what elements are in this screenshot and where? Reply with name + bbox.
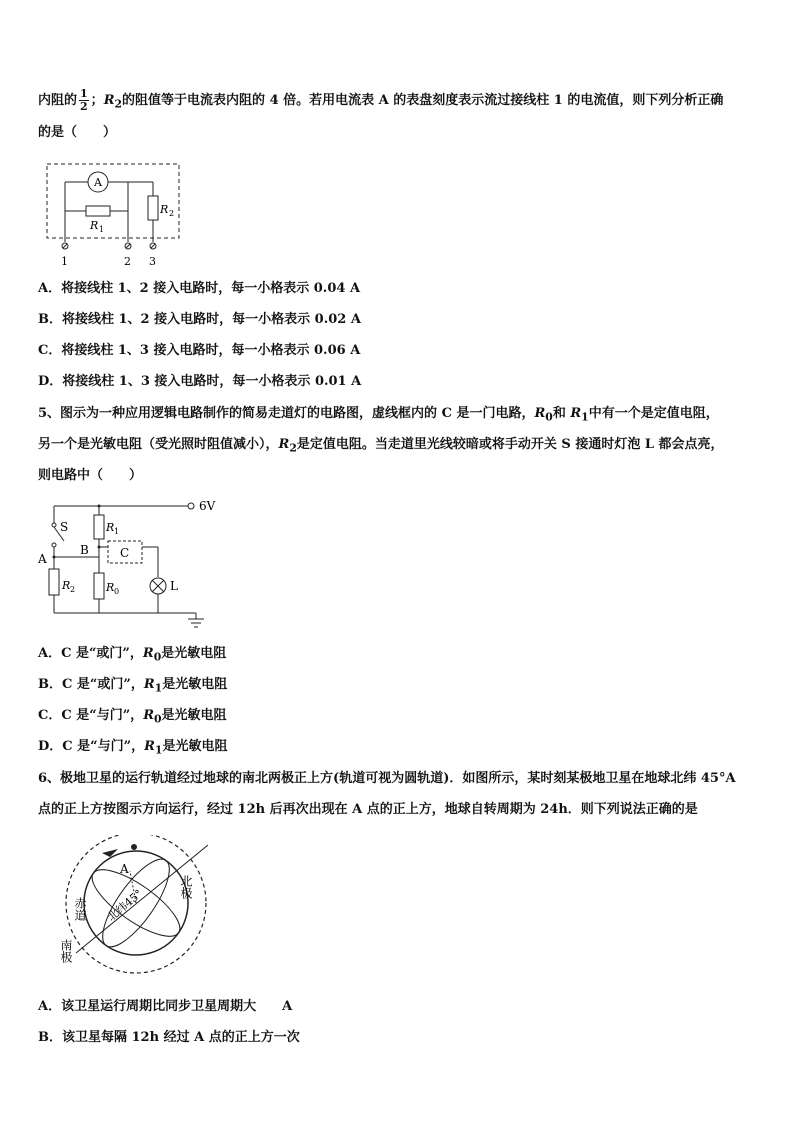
q6-stem-line2: 点的正上方按图示方向运行，经过 12h 后再次出现在 A 点的正上方，地球自转周期为 24h．则下列说法正确的是 [38, 802, 698, 817]
voltage-label: 6V [199, 499, 216, 513]
resistor-r0 [94, 573, 104, 599]
terminal-1-label: 1 [61, 255, 68, 268]
ground-icon [188, 619, 204, 627]
terminal-3-label: 3 [149, 255, 156, 268]
svg-text:1: 1 [114, 527, 120, 536]
svg-text:1: 1 [99, 225, 105, 234]
terminal-2-label: 2 [124, 255, 131, 268]
q6-option-a[interactable]: A．该卫星运行周期比同步卫星周期大 A [38, 999, 293, 1014]
switch-s-label: S [60, 520, 69, 534]
q5-option-b[interactable]: B．C 是“或门”，$R_1$是光敏电阻 [38, 677, 228, 695]
ammeter-label: A [94, 176, 102, 189]
q5-circuit-figure [36, 495, 226, 635]
resistor-r1 [94, 515, 104, 539]
south-pole-label: 南极 [59, 939, 73, 963]
q4-dashed-box [47, 164, 179, 238]
node-a-label: A [38, 552, 47, 566]
gate-c-label: C [120, 546, 130, 560]
r1-label: R [90, 219, 99, 232]
q4-option-a[interactable]: A．将接线柱 1、2 接入电路时，每一小格表示 0.04 A [38, 281, 361, 296]
q4-option-b[interactable]: B．将接线柱 1、2 接入电路时，每一小格表示 0.02 A [38, 312, 361, 327]
svg-text:2: 2 [70, 585, 76, 594]
q5-option-a[interactable]: A．C 是“或门”，$R_0$是光敏电阻 [38, 646, 227, 664]
north-pole-label: 北极 [179, 875, 193, 899]
q6-option-a-suffix: A [282, 999, 293, 1014]
fraction-one-half: $\frac{1}{2}$ [80, 87, 88, 113]
svg-text:2: 2 [169, 209, 175, 218]
resistor-r2 [49, 569, 59, 595]
svg-text:R: R [106, 581, 115, 594]
q6-option-b[interactable]: B．该卫星每隔 12h 经过 A 点的正上方一次 [38, 1030, 300, 1045]
q4-stem-line2: 的是（ ） [38, 125, 117, 140]
resistor-r1 [86, 206, 110, 216]
q5-option-d[interactable]: D．C 是“与门”，$R_1$是光敏电阻 [38, 739, 228, 757]
q5-stem-line3: 则电路中（ ） [38, 468, 143, 483]
q4-stem-line1: 内阻的 $\frac{1}{2}$ ；$R_2$的阻值等于电流表内阻的 4 倍。若用电流表 A 的表盘刻度表示流过接线柱 1 的电流值，则下列分析正确 [38, 87, 724, 113]
point-a-label: A [120, 862, 129, 876]
equator-label: 赤道 [73, 897, 87, 921]
node-b-label: B [80, 543, 89, 557]
q4-option-c[interactable]: C．将接线柱 1、3 接入电路时，每一小格表示 0.06 A [38, 343, 361, 358]
svg-text:R: R [106, 521, 115, 534]
satellite-icon [131, 844, 137, 850]
q5-option-c[interactable]: C．C 是“与门”，$R_0$是光敏电阻 [38, 708, 227, 726]
q6-stem-line1: 6、极地卫星的运行轨道经过地球的南北两极正上方(轨道可视为圆轨道)．如图所示，某时刻某极地卫星在地球北纬 45°A [38, 771, 736, 786]
q4-option-d[interactable]: D．将接线柱 1、3 接入电路时，每一小格表示 0.01 A [38, 374, 362, 389]
lat-label: 北纬45° [105, 887, 146, 924]
q6-earth-figure [58, 835, 218, 975]
q5-stem-line2: 另一个是光敏电阻（受光照时阻值减小），$R_2$是定值电阻。当走道里光线较暗或将手动开关 S 接通时灯泡 L 都会点亮， [38, 437, 724, 455]
svg-text:0: 0 [114, 587, 120, 596]
lamp-label: L [170, 579, 178, 593]
resistor-r2 [148, 196, 158, 220]
q4-circuit-figure [40, 158, 185, 270]
r2-label: R [160, 203, 169, 216]
q5-stem-line1: 5、图示为一种应用逻辑电路制作的简易走道灯的电路图，虚线框内的 C 是一门电路，$R_0$和 $R_1$中有一个是定值电阻， [38, 406, 719, 424]
svg-text:R: R [62, 579, 71, 592]
